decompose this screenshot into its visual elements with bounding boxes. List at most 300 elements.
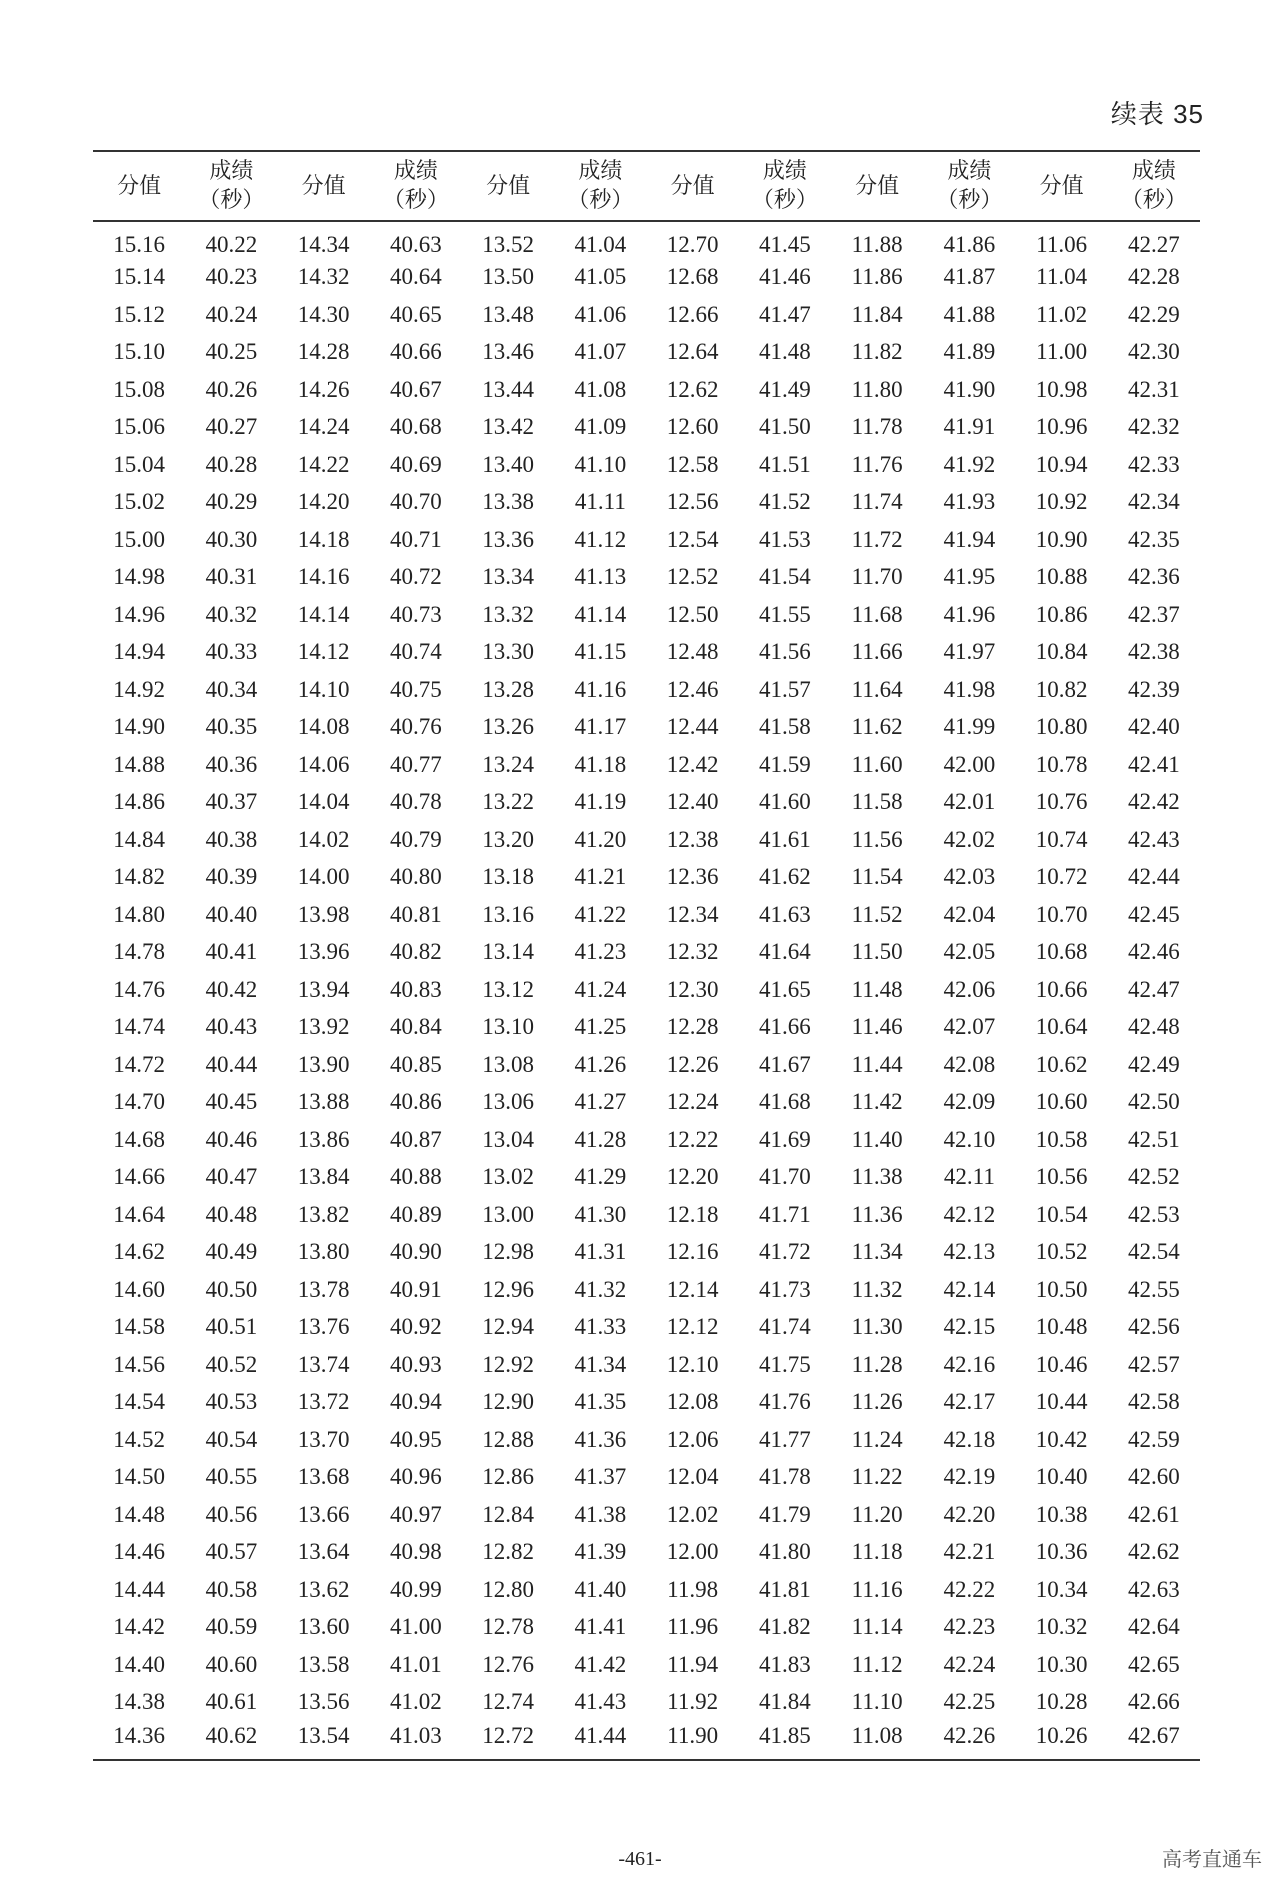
score-value-cell: 15.16 [113,232,165,258]
header-row [93,151,1200,221]
score-value-cell: 10.28 [1035,1689,1088,1715]
time-value-cell: 40.48 [205,1201,258,1227]
column-header-label: 成绩 [762,159,807,184]
score-value-cell: 10.54 [1035,1201,1088,1227]
time-value-cell: 40.42 [205,976,258,1002]
time-value-cell: 42.48 [1128,1014,1180,1040]
time-value-cell: 42.02 [943,826,996,852]
score-value-cell: 12.76 [482,1651,534,1677]
time-value-cell: 41.90 [943,376,996,402]
time-value-cell: 40.68 [390,414,442,440]
time-value-cell: 40.73 [390,601,442,627]
time-value-cell: 41.64 [759,939,811,965]
score-value-cell: 11.20 [851,1501,903,1527]
score-value-cell: 12.06 [666,1426,719,1452]
score-value-cell: 12.90 [482,1389,534,1415]
time-value-cell: 41.91 [943,414,996,440]
time-value-cell: 40.23 [205,264,258,290]
score-value-cell: 12.50 [666,601,719,627]
time-value-cell: 41.11 [574,489,626,515]
score-value-cell: 13.50 [482,264,534,290]
score-value-cell: 11.88 [851,232,903,258]
time-value-cell: 41.88 [943,301,996,327]
score-value-cell: 14.94 [113,639,165,665]
score-value-cell: 11.72 [851,526,903,552]
score-value-cell: 11.32 [851,1276,903,1302]
score-value-cell: 14.74 [113,1014,165,1040]
time-value-cell: 40.41 [205,939,258,965]
score-value-cell: 11.14 [851,1614,903,1640]
time-value-cell: 40.56 [205,1501,258,1527]
time-value-cell: 40.40 [205,901,258,927]
score-value-cell: 11.60 [851,751,903,777]
score-value-cell: 12.00 [666,1539,719,1565]
time-value-cell: 40.44 [205,1051,258,1077]
time-value-cell: 41.66 [759,1014,811,1040]
time-value-cell: 42.00 [943,751,996,777]
time-value-cell: 42.17 [943,1389,996,1415]
time-value-cell: 40.69 [390,451,442,477]
time-value-cell: 41.40 [574,1576,627,1602]
time-value-cell: 41.72 [759,1239,811,1265]
table-row [93,1196,1200,1234]
time-value-cell: 41.28 [574,1126,627,1152]
score-value-cell: 11.42 [851,1089,903,1115]
score-value-cell: 13.04 [482,1126,534,1152]
time-value-cell: 41.57 [759,676,811,702]
score-value-cell: 11.46 [851,1014,903,1040]
score-value-cell: 10.80 [1035,714,1088,740]
table-row [93,1609,1200,1647]
score-value-cell: 11.18 [851,1539,903,1565]
score-value-cell: 13.46 [482,339,534,365]
score-table-container [93,150,1200,1761]
column-header [93,151,185,221]
time-value-cell: 41.39 [574,1539,627,1565]
time-value-cell: 40.95 [390,1426,442,1452]
time-value-cell: 40.89 [390,1201,442,1227]
score-value-cell: 11.84 [851,301,903,327]
score-value-cell: 14.54 [113,1389,165,1415]
column-header-label: 成绩 [209,159,254,184]
column-header [1108,151,1200,221]
time-value-cell: 41.99 [943,714,996,740]
time-value-cell: 41.76 [759,1389,811,1415]
score-value-cell: 12.46 [666,676,719,702]
time-value-cell: 40.76 [390,714,442,740]
score-value-cell: 13.38 [482,489,534,515]
time-value-cell: 40.98 [390,1539,442,1565]
time-value-cell: 41.75 [759,1351,811,1377]
table-row [93,784,1200,822]
score-value-cell: 13.98 [297,901,350,927]
score-value-cell: 11.28 [851,1351,903,1377]
time-value-cell: 41.71 [759,1201,811,1227]
time-value-cell: 41.15 [574,639,627,665]
time-value-cell: 41.61 [759,826,811,852]
time-value-cell: 42.27 [1128,232,1180,258]
score-value-cell: 10.48 [1035,1314,1088,1340]
table-row [93,1421,1200,1459]
time-value-cell: 41.32 [574,1276,627,1302]
table-body [93,221,1200,1759]
table-row [93,371,1200,409]
time-value-cell: 41.23 [574,939,627,965]
time-value-cell: 41.62 [759,864,811,890]
score-value-cell: 15.12 [113,301,165,327]
time-value-cell: 40.32 [205,601,258,627]
column-header-unit: （秒） [936,188,1003,213]
time-value-cell: 40.86 [390,1089,442,1115]
time-value-cell: 42.13 [943,1239,996,1265]
score-value-cell: 12.96 [482,1276,534,1302]
score-value-cell: 12.54 [666,526,719,552]
score-value-cell: 12.80 [482,1576,534,1602]
score-value-cell: 14.60 [113,1276,165,1302]
score-value-cell: 13.44 [482,376,534,402]
score-value-cell: 11.40 [851,1126,903,1152]
score-value-cell: 13.20 [482,826,534,852]
score-value-cell: 14.28 [297,339,350,365]
time-value-cell: 41.02 [390,1689,442,1715]
score-value-cell: 12.62 [666,376,719,402]
time-value-cell: 40.75 [390,676,442,702]
time-value-cell: 41.86 [943,232,996,258]
time-value-cell: 41.36 [574,1426,627,1452]
table-row [93,559,1200,597]
time-value-cell: 40.96 [390,1464,442,1490]
time-value-cell: 41.16 [574,676,627,702]
column-header [739,151,831,221]
time-value-cell: 41.68 [759,1089,811,1115]
time-value-cell: 40.31 [205,564,258,590]
score-value-cell: 11.58 [851,789,903,815]
score-value-cell: 13.40 [482,451,534,477]
score-value-cell: 10.30 [1035,1651,1088,1677]
time-value-cell: 41.04 [574,232,627,258]
score-value-cell: 13.76 [297,1314,350,1340]
time-value-cell: 42.06 [943,976,996,1002]
score-value-cell: 12.28 [666,1014,719,1040]
time-value-cell: 40.24 [205,301,258,327]
table-row [93,296,1200,334]
score-value-cell: 11.06 [1036,232,1088,258]
score-value-cell: 11.22 [851,1464,903,1490]
score-value-cell: 11.12 [851,1651,903,1677]
time-value-cell: 40.28 [205,451,258,477]
time-value-cell: 40.33 [205,639,258,665]
score-value-cell: 10.56 [1035,1164,1088,1190]
score-value-cell: 14.12 [297,639,350,665]
score-value-cell: 12.86 [482,1464,534,1490]
score-value-cell: 11.38 [851,1164,903,1190]
score-value-cell: 14.78 [113,939,165,965]
time-value-cell: 40.25 [205,339,258,365]
score-value-cell: 11.74 [851,489,903,515]
time-value-cell: 41.65 [759,976,811,1002]
time-value-cell: 42.45 [1128,901,1180,927]
column-header-label: 成绩 [578,159,623,184]
time-value-cell: 41.13 [574,564,627,590]
table-row [93,1534,1200,1572]
score-value-cell: 13.90 [297,1051,350,1077]
time-value-cell: 42.42 [1128,789,1180,815]
score-value-cell: 10.76 [1035,789,1088,815]
score-value-cell: 12.38 [666,826,719,852]
time-value-cell: 40.99 [390,1576,442,1602]
column-header-label: 分值 [486,173,531,199]
time-value-cell: 41.94 [943,526,996,552]
score-value-cell: 12.52 [666,564,719,590]
time-value-cell: 40.43 [205,1014,258,1040]
score-value-cell: 12.18 [666,1201,719,1227]
score-value-cell: 13.02 [482,1164,534,1190]
score-value-cell: 11.10 [851,1689,903,1715]
score-value-cell: 11.76 [851,451,903,477]
score-value-cell: 14.48 [113,1501,165,1527]
score-value-cell: 13.66 [297,1501,350,1527]
time-value-cell: 41.95 [943,564,996,590]
table-row [93,1121,1200,1159]
column-header-unit: （秒） [198,188,265,213]
time-value-cell: 41.18 [574,751,627,777]
score-value-cell: 11.02 [1036,301,1088,327]
time-value-cell: 40.55 [205,1464,258,1490]
score-value-cell: 10.38 [1035,1501,1088,1527]
time-value-cell: 41.52 [759,489,811,515]
table-caption: 续表 35 [1110,99,1204,129]
score-value-cell: 10.68 [1035,939,1088,965]
time-value-cell: 41.53 [759,526,811,552]
time-value-cell: 42.34 [1128,489,1180,515]
time-value-cell: 41.47 [759,301,811,327]
time-value-cell: 41.30 [574,1201,627,1227]
score-value-cell: 10.74 [1035,826,1088,852]
score-value-cell: 12.58 [666,451,719,477]
table-row [93,1159,1200,1197]
score-value-cell: 12.56 [666,489,719,515]
time-value-cell: 42.19 [943,1464,996,1490]
score-value-cell: 14.90 [113,714,165,740]
time-value-cell: 40.90 [390,1239,442,1265]
score-value-cell: 13.32 [482,601,534,627]
time-value-cell: 42.59 [1128,1426,1180,1452]
column-header-unit: （秒） [1120,188,1187,213]
time-value-cell: 41.25 [574,1014,627,1040]
time-value-cell: 41.17 [574,714,627,740]
score-value-cell: 10.26 [1035,1722,1088,1748]
score-value-cell: 12.22 [666,1126,719,1152]
time-value-cell: 40.67 [390,376,442,402]
score-value-cell: 11.04 [1036,264,1088,290]
score-value-cell: 12.32 [666,939,719,965]
score-table [93,150,1200,1759]
score-value-cell: 14.86 [113,789,165,815]
time-value-cell: 41.14 [574,601,627,627]
score-value-cell: 13.88 [297,1089,350,1115]
time-value-cell: 41.54 [759,564,811,590]
time-value-cell: 40.60 [205,1651,258,1677]
score-value-cell: 13.70 [297,1426,350,1452]
time-value-cell: 40.39 [205,864,258,890]
table-row [93,409,1200,447]
table-row [93,1271,1200,1309]
score-value-cell: 12.60 [666,414,719,440]
score-value-cell: 10.46 [1035,1351,1088,1377]
score-value-cell: 12.66 [666,301,719,327]
time-value-cell: 41.37 [574,1464,627,1490]
time-value-cell: 40.66 [390,339,442,365]
time-value-cell: 42.38 [1128,639,1180,665]
time-value-cell: 41.87 [943,264,996,290]
score-value-cell: 13.94 [297,976,350,1002]
time-value-cell: 41.46 [759,264,811,290]
score-value-cell: 10.36 [1035,1539,1088,1565]
time-value-cell: 42.46 [1128,939,1180,965]
score-value-cell: 15.00 [113,526,165,552]
score-value-cell: 12.98 [482,1239,534,1265]
score-value-cell: 10.42 [1035,1426,1088,1452]
time-value-cell: 40.70 [390,489,442,515]
score-value-cell: 10.58 [1035,1126,1088,1152]
score-value-cell: 11.64 [851,676,903,702]
score-value-cell: 13.80 [297,1239,350,1265]
time-value-cell: 42.43 [1128,826,1180,852]
time-value-cell: 41.70 [759,1164,811,1190]
score-value-cell: 10.92 [1035,489,1088,515]
time-value-cell: 40.58 [205,1576,258,1602]
table-row [93,971,1200,1009]
score-value-cell: 12.04 [666,1464,719,1490]
column-header [278,151,370,221]
time-value-cell: 42.52 [1128,1164,1180,1190]
time-value-cell: 41.98 [943,676,996,702]
score-value-cell: 10.50 [1035,1276,1088,1302]
table-row [93,1309,1200,1347]
time-value-cell: 41.83 [759,1651,811,1677]
time-value-cell: 40.62 [205,1722,258,1748]
time-value-cell: 41.58 [759,714,811,740]
column-header [462,151,554,221]
score-value-cell: 14.14 [297,601,350,627]
score-value-cell: 14.58 [113,1314,165,1340]
time-value-cell: 42.20 [943,1501,996,1527]
time-value-cell: 40.82 [390,939,442,965]
score-value-cell: 14.56 [113,1351,165,1377]
score-value-cell: 10.86 [1035,601,1088,627]
time-value-cell: 40.92 [390,1314,442,1340]
time-value-cell: 42.14 [943,1276,996,1302]
time-value-cell: 40.37 [205,789,258,815]
score-value-cell: 11.52 [851,901,903,927]
time-value-cell: 40.46 [205,1126,258,1152]
time-value-cell: 41.01 [390,1651,442,1677]
score-value-cell: 13.36 [482,526,534,552]
time-value-cell: 42.64 [1128,1614,1180,1640]
score-value-cell: 14.26 [297,376,350,402]
time-value-cell: 40.64 [390,264,442,290]
time-value-cell: 40.93 [390,1351,442,1377]
score-value-cell: 13.54 [297,1722,350,1748]
score-value-cell: 14.18 [297,526,350,552]
column-header-label: 分值 [1039,173,1084,199]
time-value-cell: 42.37 [1128,601,1180,627]
score-value-cell: 15.04 [113,451,165,477]
column-header [831,151,923,221]
time-value-cell: 40.72 [390,564,442,590]
time-value-cell: 42.65 [1128,1651,1180,1677]
score-value-cell: 10.96 [1035,414,1088,440]
score-value-cell: 14.70 [113,1089,165,1115]
score-value-cell: 14.08 [297,714,350,740]
time-value-cell: 40.57 [205,1539,258,1565]
table-row [93,1459,1200,1497]
time-value-cell: 42.09 [943,1089,996,1115]
column-header-unit: （秒） [382,188,449,213]
time-value-cell: 40.36 [205,751,258,777]
table-row [93,1684,1200,1722]
time-value-cell: 40.77 [390,751,442,777]
score-value-cell: 13.12 [482,976,534,1002]
score-value-cell: 10.52 [1035,1239,1088,1265]
score-value-cell: 12.64 [666,339,719,365]
score-value-cell: 12.44 [666,714,719,740]
time-value-cell: 42.28 [1128,264,1180,290]
score-value-cell: 15.08 [113,376,165,402]
time-value-cell: 41.82 [759,1614,811,1640]
score-value-cell: 12.14 [666,1276,719,1302]
table-row [93,1571,1200,1609]
time-value-cell: 42.53 [1128,1201,1180,1227]
time-value-cell: 40.34 [205,676,258,702]
time-value-cell: 41.92 [943,451,996,477]
time-value-cell: 42.10 [943,1126,996,1152]
score-value-cell: 11.48 [851,976,903,1002]
score-value-cell: 12.02 [666,1501,719,1527]
table-row [93,1646,1200,1684]
time-value-cell: 40.78 [390,789,442,815]
time-value-cell: 40.87 [390,1126,442,1152]
time-value-cell: 42.58 [1128,1389,1180,1415]
column-header [923,151,1015,221]
table-row [93,1084,1200,1122]
time-value-cell: 41.00 [390,1614,442,1640]
time-value-cell: 40.38 [205,826,258,852]
score-value-cell: 15.10 [113,339,165,365]
table-row [93,671,1200,709]
table-row [93,746,1200,784]
time-value-cell: 41.85 [759,1722,811,1748]
time-value-cell: 42.03 [943,864,996,890]
time-value-cell: 41.42 [574,1651,627,1677]
column-header-label: 分值 [855,173,900,199]
time-value-cell: 42.47 [1128,976,1180,1002]
table-row [93,1346,1200,1384]
time-value-cell: 40.94 [390,1389,442,1415]
score-value-cell: 12.82 [482,1539,534,1565]
time-value-cell: 41.44 [574,1722,627,1748]
score-value-cell: 12.92 [482,1351,534,1377]
table-row [93,821,1200,859]
score-value-cell: 13.26 [482,714,534,740]
score-value-cell: 14.36 [113,1722,165,1748]
time-value-cell: 40.83 [390,976,442,1002]
score-value-cell: 13.52 [482,232,534,258]
score-value-cell: 15.14 [113,264,165,290]
time-value-cell: 40.85 [390,1051,442,1077]
time-value-cell: 40.81 [390,901,442,927]
score-value-cell: 11.96 [667,1614,719,1640]
